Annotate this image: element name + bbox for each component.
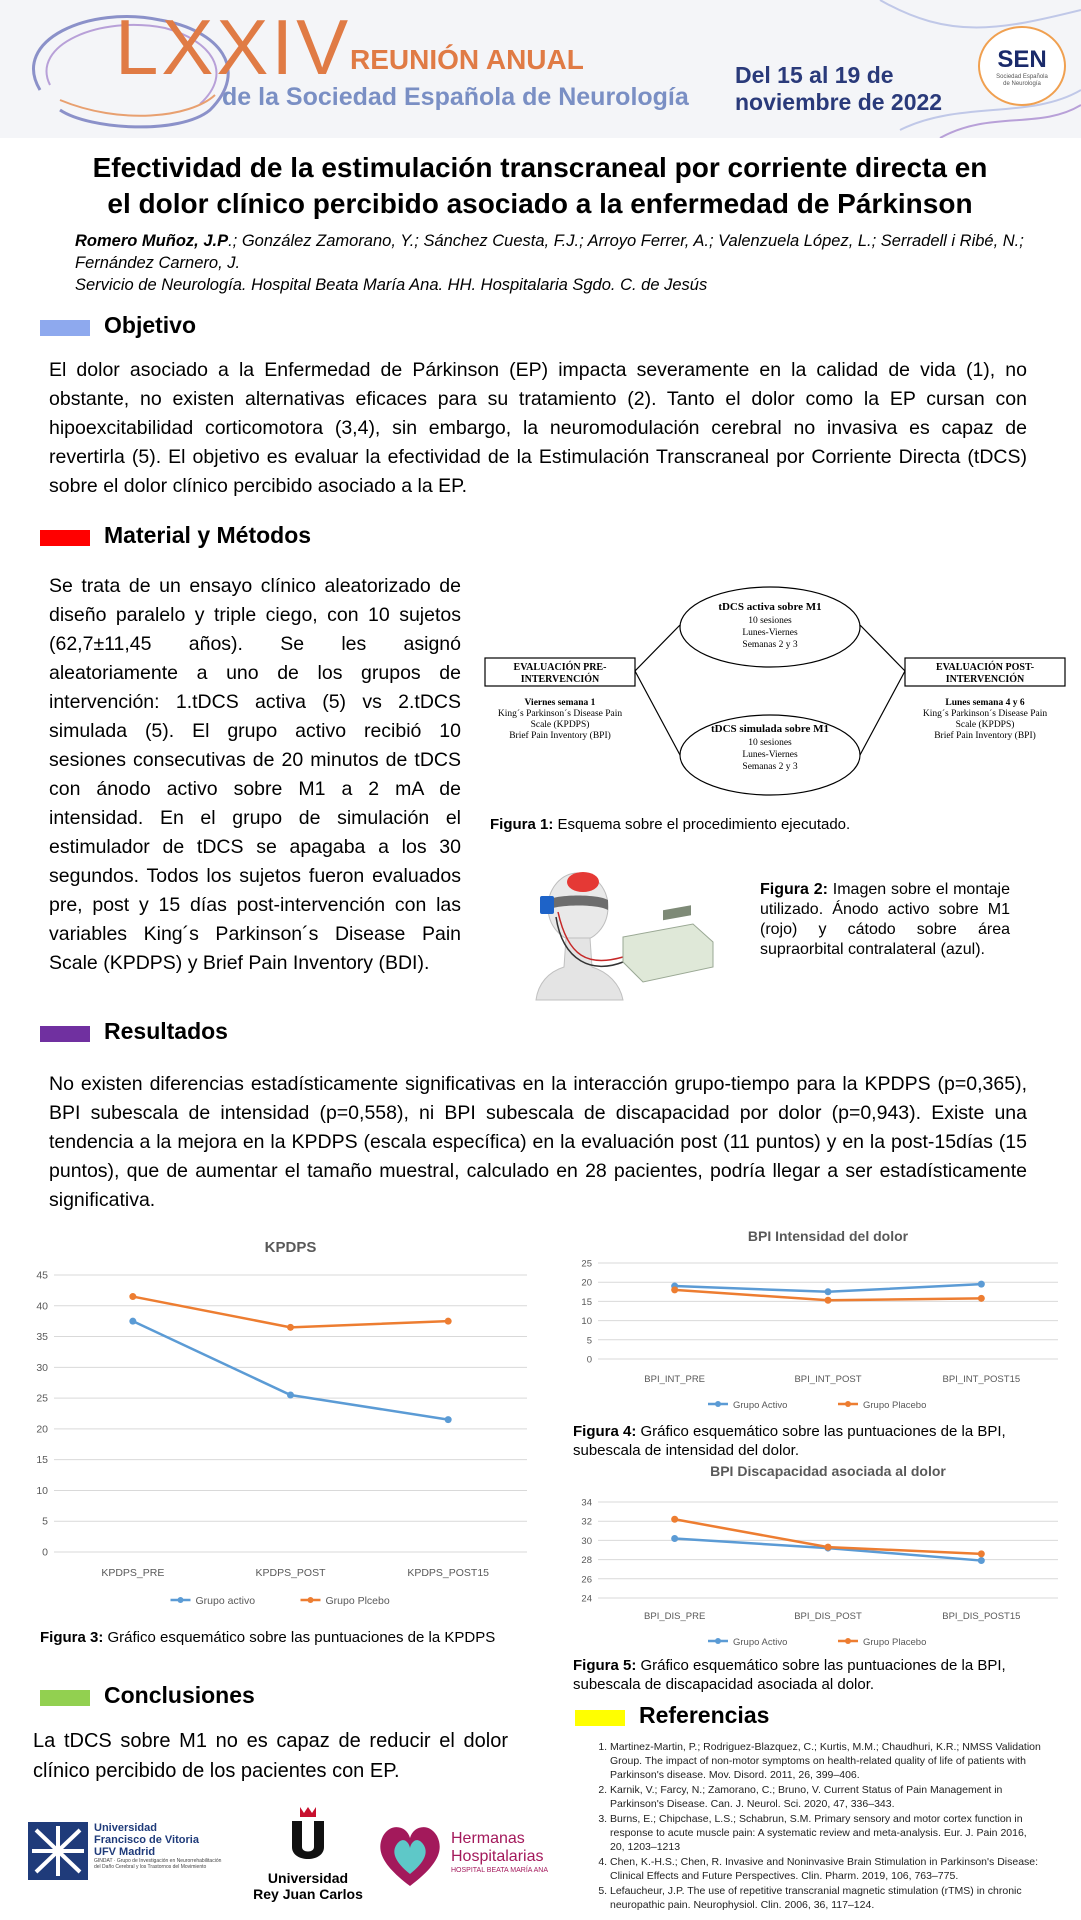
y-tick-label: 25 bbox=[581, 1258, 592, 1270]
data-point bbox=[287, 1324, 294, 1331]
pre-detail-3: Scale (KPDPS) bbox=[530, 720, 590, 730]
data-point bbox=[129, 1293, 136, 1300]
section-color-bar bbox=[40, 530, 90, 546]
y-tick-label: 28 bbox=[581, 1555, 592, 1567]
ufv-emblem-icon bbox=[28, 1822, 88, 1880]
section-heading: Conclusiones bbox=[104, 1682, 255, 1708]
poster-title bbox=[60, 150, 1020, 222]
legend-marker bbox=[715, 1638, 721, 1644]
chart-title: KPDPS bbox=[264, 1239, 317, 1256]
y-tick-label: 20 bbox=[581, 1277, 592, 1289]
figure-2-caption bbox=[760, 880, 1010, 960]
legend-marker bbox=[845, 1401, 851, 1407]
urjc-logo bbox=[248, 1805, 368, 1905]
legend-marker bbox=[308, 1597, 314, 1603]
sen-logo bbox=[978, 26, 1066, 106]
reference-item: 1. Martinez-Martin, P.; Rodriguez-Blazquez, C.; Kurtis, M.M.; Chaudhuri, K.R.; NMSS Validation Group. The impact of non-motor symptoms on health-related quality of life of patients with Parkinson's disease. Mov. Disord. 2011, 26, 399–406. bbox=[610, 1740, 1044, 1782]
y-tick-label: 5 bbox=[42, 1515, 48, 1528]
post-detail-3: Scale (KPDPS) bbox=[955, 720, 1015, 730]
data-point bbox=[287, 1392, 294, 1399]
reference-item: 3. Burns, E.; Chipchase, L.S.; Schabrun, S.M. Primary sensory and motor cortex function in response to acute muscle pain: A systematic review and meta-analysis. Eur. J. Pain 2016, 20, 1203–1213 bbox=[610, 1812, 1044, 1854]
data-point bbox=[825, 1544, 832, 1551]
section-color-bar bbox=[40, 1026, 90, 1042]
y-tick-label: 30 bbox=[581, 1535, 592, 1547]
y-tick-label: 32 bbox=[581, 1516, 592, 1528]
section-heading: Objetivo bbox=[104, 312, 197, 338]
legend-label: Grupo Activo bbox=[733, 1637, 788, 1648]
section-color-bar bbox=[40, 320, 90, 336]
figure-text: Imagen sobre el montaje utilizado. Ánodo activo sobre M1 (rojo) y cátodo sobre área supraorbital contralateral (azul). bbox=[760, 881, 1011, 958]
post-detail-2: King´s Parkinson´s Disease Pain bbox=[922, 709, 1048, 719]
y-tick-label: 0 bbox=[42, 1546, 48, 1559]
diagram-connector bbox=[860, 625, 905, 671]
active-tdcs-ellipse bbox=[680, 587, 860, 667]
y-tick-label: 20 bbox=[36, 1423, 48, 1436]
figure-label: Figura 4: bbox=[573, 1423, 637, 1440]
title-line-1: Efectividad de la estimulación transcraneal por corriente directa en bbox=[92, 152, 988, 183]
data-point bbox=[978, 1281, 985, 1288]
objetivo-text: El dolor asociado a la Enfermedad de Párkinson (EP) impacta severamente en la calidad de vida (1), no obstante, no existen alternativas eficaces para su tratamiento (2). Tanto el dolor como la EP cursan con hipoexcitabilidad corticomotora (3,4), sin embargo, la neuromodulación cerebral no invasiva es capaz de revertirla (5). El objetivo es evaluar la efectividad de la Estimulación Transcraneal por Corriente Directa (tDCS) sobre el dolor clínico percibido asociado a la EP. bbox=[49, 359, 1027, 497]
cathode-electrode bbox=[540, 896, 554, 914]
ufv-logo bbox=[28, 1822, 222, 1882]
legend-label: Grupo Placebo bbox=[863, 1400, 927, 1411]
figure-1-caption bbox=[490, 815, 1050, 834]
section-heading: Resultados bbox=[104, 1018, 228, 1044]
authors bbox=[75, 230, 1035, 274]
section-referencias bbox=[575, 1702, 975, 1732]
y-tick-label: 40 bbox=[36, 1300, 48, 1313]
chart-title: BPI Discapacidad asociada al dolor bbox=[710, 1463, 946, 1479]
y-tick-label: 5 bbox=[586, 1335, 592, 1347]
bpi-disability-chart bbox=[568, 1462, 1068, 1652]
reference-item: 5. Lefaucheur, J.P. The use of repetitive transcranial magnetic stimulation (rTMS) in chronic neuropathic pain. Neurophysiol. Clin. 2006, 36, 117–124. bbox=[610, 1884, 1044, 1912]
hh-line-1: Hermanas bbox=[451, 1830, 525, 1847]
data-point bbox=[129, 1318, 136, 1325]
sham-tdcs-title: tDCS simulada sobre M1 bbox=[710, 723, 830, 735]
legend-marker bbox=[845, 1638, 851, 1644]
y-tick-label: 15 bbox=[36, 1454, 48, 1467]
figure-label: Figura 1: bbox=[490, 816, 554, 833]
y-tick-label: 34 bbox=[581, 1497, 592, 1509]
dates-line-2: noviembre de 2022 bbox=[735, 89, 943, 115]
figure-label: Figura 2: bbox=[760, 881, 828, 898]
sham-tdcs-detail-2: Lunes-Viernes bbox=[742, 750, 798, 760]
section-heading: Referencias bbox=[639, 1702, 770, 1728]
x-tick-label: KPDPS_PRE bbox=[101, 1567, 165, 1579]
legend-label: Grupo activo bbox=[195, 1595, 256, 1607]
society-name: de la Sociedad Española de Neurología bbox=[222, 83, 689, 111]
ufv-line-4: GINDAT · Grupo de Investigación en Neurorrehabilitación del Daño Cerebral y los Trastornos del Movimiento bbox=[94, 1858, 222, 1870]
figure-text: Gráfico esquemático sobre las puntuaciones de la KPDPS bbox=[103, 1629, 496, 1646]
data-point bbox=[825, 1288, 832, 1295]
legend-marker bbox=[715, 1401, 721, 1407]
section-resultados bbox=[40, 1018, 440, 1048]
reference-item: 4. Chen, K.-H.S.; Chen, R. Invasive and Noninvasive Brain Stimulation in Parkinson's Disease: Clinical Effects and Future Perspectives. Clin. Pharm. 2019, 106, 763–775. bbox=[610, 1855, 1044, 1883]
figure-text: Esquema sobre el procedimiento ejecutado. bbox=[553, 816, 851, 833]
active-tdcs-title: tDCS activa sobre M1 bbox=[718, 601, 822, 613]
hh-line-3: HOSPITAL BEATA MARÍA ANA bbox=[451, 1867, 548, 1874]
sen-logo-sub-1: Sociedad Española bbox=[996, 74, 1048, 80]
kpdps-chart bbox=[32, 1230, 542, 1615]
ufv-line-2: Francisco de Vitoria bbox=[94, 1834, 199, 1846]
sen-logo-sub-2: de Neurología bbox=[1003, 81, 1041, 87]
affiliation: Servicio de Neurología. Hospital Beata María Ana. HH. Hospitalaria Sgdo. C. de Jesús bbox=[75, 276, 708, 294]
pre-box-line-1: EVALUACIÓN PRE- bbox=[513, 662, 607, 673]
y-tick-label: 30 bbox=[36, 1361, 48, 1374]
x-tick-label: BPI_DIS_POST15 bbox=[942, 1611, 1021, 1622]
legend-label: Grupo Plcebo bbox=[325, 1595, 390, 1607]
x-tick-label: KPDPS_POST15 bbox=[407, 1567, 490, 1579]
congress-number: LXXIV bbox=[115, 3, 352, 91]
data-point bbox=[978, 1295, 985, 1302]
data-point bbox=[445, 1318, 452, 1325]
heart-icon bbox=[375, 1822, 445, 1890]
active-tdcs-detail-2: Lunes-Viernes bbox=[742, 628, 798, 638]
x-tick-label: BPI_INT_POST15 bbox=[942, 1374, 1021, 1385]
ufv-line-1: Universidad bbox=[94, 1822, 157, 1834]
section-metodos bbox=[40, 522, 440, 552]
sham-tdcs-detail-1: 10 sesiones bbox=[748, 738, 792, 748]
y-tick-label: 0 bbox=[586, 1354, 592, 1366]
figure-label: Figura 5: bbox=[573, 1657, 637, 1674]
conclusiones-text: La tDCS sobre M1 no es capaz de reducir el dolor clínico percibido de los pacientes con EP. bbox=[33, 1730, 508, 1782]
urjc-line-1: Universidad bbox=[267, 1870, 349, 1886]
first-author: Romero Muñoz, J.P bbox=[75, 232, 229, 250]
pre-detail-4: Brief Pain Inventory (BPI) bbox=[509, 731, 611, 741]
congress-dates bbox=[735, 62, 942, 116]
diagram-connector bbox=[860, 671, 905, 755]
congress-label: REUNIÓN ANUAL bbox=[350, 44, 584, 75]
x-tick-label: BPI_DIS_PRE bbox=[644, 1611, 706, 1622]
legend-label: Grupo Activo bbox=[733, 1400, 788, 1411]
active-tdcs-detail-1: 10 sesiones bbox=[748, 616, 792, 626]
sham-tdcs-detail-3: Semanas 2 y 3 bbox=[742, 762, 798, 772]
mannequin-neck bbox=[536, 938, 623, 1000]
title-line-2: el dolor clínico percibido asociado a la enfermedad de Párkinson bbox=[107, 188, 973, 219]
y-tick-label: 35 bbox=[36, 1331, 48, 1344]
urjc-line-2: Rey Juan Carlos bbox=[253, 1886, 363, 1902]
anode-electrode bbox=[567, 872, 599, 892]
legend-label: Grupo Placebo bbox=[863, 1637, 927, 1648]
data-point bbox=[978, 1550, 985, 1557]
sen-logo-text: SEN bbox=[997, 46, 1047, 73]
series-line bbox=[133, 1321, 448, 1419]
section-color-bar bbox=[575, 1710, 625, 1726]
ufv-line-3: UFV Madrid bbox=[94, 1846, 156, 1858]
series-line bbox=[133, 1297, 448, 1328]
hermanas-hospitalarias-logo bbox=[375, 1822, 555, 1892]
data-point bbox=[671, 1516, 678, 1523]
procedure-diagram bbox=[480, 585, 1080, 800]
section-conclusiones bbox=[40, 1682, 440, 1712]
co-authors: .; González Zamorano, Y.; Sánchez Cuesta, F.J.; Arroyo Ferrer, A.; Valenzuela López, L.; Serradell i Ribé, N.; Fernández Carnero, J. bbox=[75, 232, 1024, 272]
legend-marker bbox=[178, 1597, 184, 1603]
tdcs-setup-illustration bbox=[528, 862, 718, 1002]
figure-label: Figura 3: bbox=[40, 1629, 104, 1646]
post-detail-1: Lunes semana 4 y 6 bbox=[945, 698, 1025, 708]
x-tick-label: BPI_DIS_POST bbox=[794, 1611, 862, 1622]
data-point bbox=[671, 1535, 678, 1542]
x-tick-label: BPI_INT_POST bbox=[794, 1374, 862, 1385]
section-color-bar bbox=[40, 1690, 90, 1706]
post-box-line-1: EVALUACIÓN POST- bbox=[935, 662, 1035, 673]
stimulator-device bbox=[623, 924, 713, 982]
y-tick-label: 25 bbox=[36, 1392, 48, 1405]
y-tick-label: 45 bbox=[36, 1269, 48, 1282]
pre-detail-2: King´s Parkinson´s Disease Pain bbox=[497, 709, 623, 719]
figure-3-caption bbox=[40, 1628, 600, 1647]
y-tick-label: 24 bbox=[581, 1593, 592, 1605]
y-tick-label: 10 bbox=[581, 1316, 592, 1328]
metodos-text: Se trata de un ensayo clínico aleatorizado de diseño paralelo y triple ciego, con 10 sujetos (62,7±11,45 años). Se les asignó aleatoriamente a uno de los grupos de intervención: 1.tDCS activa (5) vs 2.tDCS simulada (5). El grupo activo recibió 10 sesiones consecutivas de 20 minutos de tDCS con ánodo activo sobre M1 a 2 mA de intensidad. En el grupo de simulación el estimulador de tDCS se apagaba a los 30 segundos. Todos los sujetos fueron evaluados pre, post y 15 días post-intervención con las variables King´s Parkinson´s Disease Pain Scale (KPDPS) y Brief Pain Inventory (BDI). bbox=[49, 575, 461, 974]
stimulator-display bbox=[663, 905, 691, 920]
data-point bbox=[671, 1286, 678, 1293]
x-tick-label: KPDPS_POST bbox=[255, 1567, 326, 1579]
pre-detail-1: Viernes semana 1 bbox=[524, 698, 596, 708]
active-tdcs-detail-3: Semanas 2 y 3 bbox=[742, 640, 798, 650]
data-point bbox=[445, 1416, 452, 1423]
figure-text: Gráfico esquemático sobre las puntuaciones de la BPI, subescala de intensidad del dolor. bbox=[573, 1423, 1006, 1459]
figure-4-caption bbox=[573, 1422, 1073, 1460]
references-list bbox=[584, 1740, 1044, 1913]
dates-line-1: Del 15 al 19 de bbox=[735, 62, 894, 88]
conference-banner bbox=[0, 0, 1081, 138]
y-tick-label: 26 bbox=[581, 1574, 592, 1586]
data-point bbox=[978, 1557, 985, 1564]
post-box-line-2: INTERVENCIÓN bbox=[945, 674, 1025, 685]
pre-box-line-2: INTERVENCIÓN bbox=[520, 674, 600, 685]
post-detail-4: Brief Pain Inventory (BPI) bbox=[934, 731, 1036, 741]
x-tick-label: BPI_INT_PRE bbox=[644, 1374, 706, 1385]
data-point bbox=[825, 1297, 832, 1304]
diagram-connector bbox=[635, 625, 680, 671]
reference-item: 2. Karnik, V.; Farcy, N.; Zamorano, C.; Bruno, V. Current Status of Pain Management in Parkinson's Disease. Can. J. Neurol. Sci. 2020, 47, 336–343. bbox=[610, 1783, 1044, 1811]
y-tick-label: 15 bbox=[581, 1296, 592, 1308]
resultados-text: No existen diferencias estadísticamente significativas en la interacción grupo-tiempo para la KPDPS (p=0,365), BPI subescala de intensidad (p=0,558), ni BPI subescala de discapacidad por dolor (p=0,943). Existe una tendencia a la mejora en la KPDPS (escala específica) en la evaluación post (11 puntos) y en la post-15días (15 puntos), que de aumentar el tamaño muestral, calculado en 28 pacientes, podría llegar a ser estadísticamente significativa. bbox=[49, 1073, 1027, 1211]
bpi-intensity-chart bbox=[568, 1227, 1068, 1417]
diagram-connector bbox=[635, 671, 680, 755]
figure-5-caption bbox=[573, 1656, 1073, 1694]
y-tick-label: 10 bbox=[36, 1484, 48, 1497]
chart-title: BPI Intensidad del dolor bbox=[747, 1228, 909, 1244]
section-objetivo bbox=[40, 312, 440, 342]
figure-text: Gráfico esquemático sobre las puntuaciones de la BPI, subescala de discapacidad asociada al dolor. bbox=[573, 1657, 1006, 1693]
section-heading: Material y Métodos bbox=[104, 522, 312, 548]
urjc-crown-u-icon bbox=[278, 1805, 338, 1865]
hh-line-2: Hospitalarias bbox=[451, 1848, 544, 1865]
